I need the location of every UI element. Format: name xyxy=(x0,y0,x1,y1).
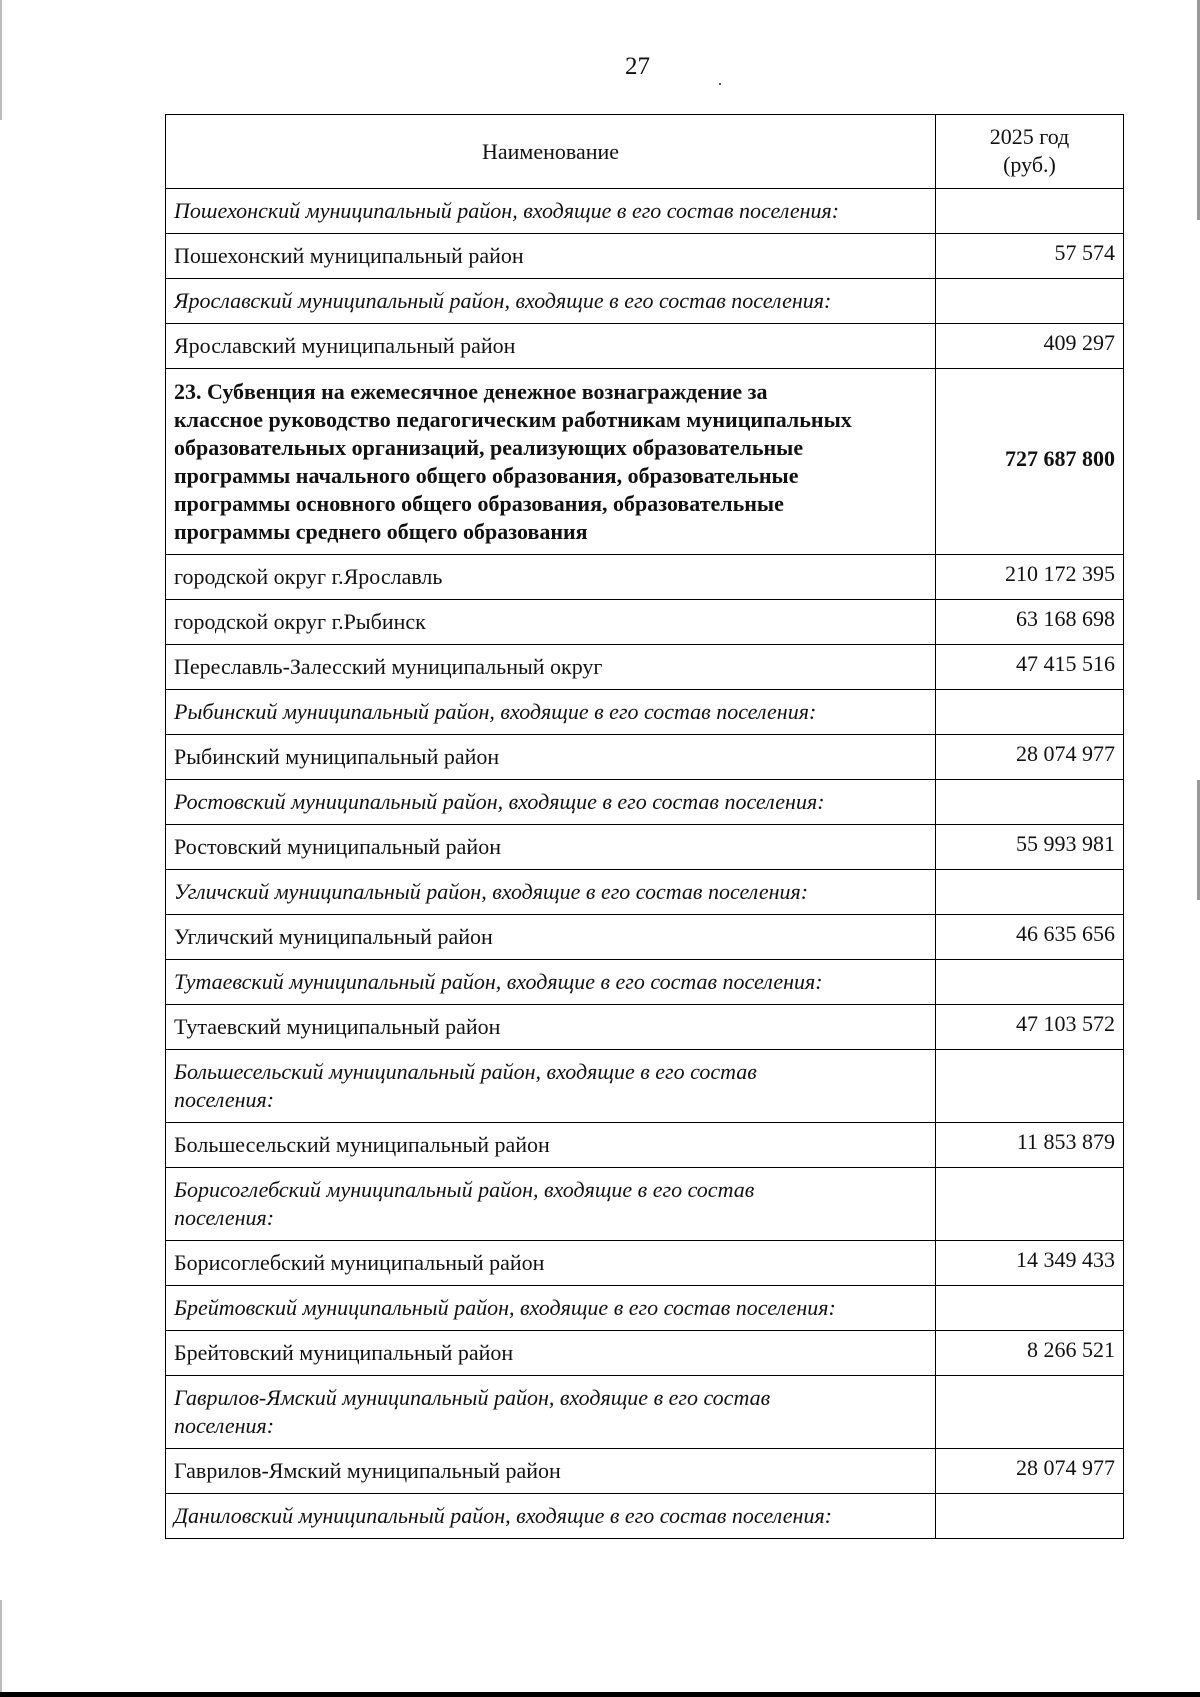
table-header-row xyxy=(166,115,1124,189)
group-heading-row xyxy=(166,1376,1124,1449)
table-row xyxy=(166,1449,1124,1494)
subvention-row xyxy=(166,369,1124,555)
group-heading-cell xyxy=(166,1050,936,1123)
amount-cell xyxy=(936,1494,1124,1539)
territory-name-cell: Борисоглебский муниципальный район xyxy=(166,1241,936,1286)
amount-cell xyxy=(936,279,1124,324)
group-heading-cell: Даниловский муниципальный район, входящие в его состав поселения: xyxy=(166,1494,936,1539)
name-line: поселения: xyxy=(174,1413,275,1438)
amount-cell xyxy=(936,825,1124,870)
table-row xyxy=(166,234,1124,279)
territory-name-cell: городской округ г.Ярославль xyxy=(166,555,936,600)
territory-name-cell: городской округ г.Рыбинск xyxy=(166,600,936,645)
amount-value: 11 853 879 xyxy=(1016,1129,1115,1154)
territory-name-cell: Угличский муниципальный район xyxy=(166,915,936,960)
amount-value: 57 574 xyxy=(1054,240,1115,265)
territory-name-cell: Ростовский муниципальный район xyxy=(166,825,936,870)
group-heading-row xyxy=(166,1494,1124,1539)
group-heading-cell: Угличский муниципальный район, входящие в его состав поселения: xyxy=(166,870,936,915)
scan-speck xyxy=(719,83,721,85)
group-heading-row xyxy=(166,780,1124,825)
amount-value: 14 349 433 xyxy=(1016,1247,1115,1272)
table-row xyxy=(166,555,1124,600)
header-name-cell: Наименование xyxy=(166,115,936,189)
territory-name-cell: Брейтовский муниципальный район xyxy=(166,1331,936,1376)
amount-value: 46 635 656 xyxy=(1016,921,1115,946)
group-heading-row xyxy=(166,1050,1124,1123)
name-line: программы среднего общего образования xyxy=(174,518,588,544)
amount-value: 47 103 572 xyxy=(1016,1011,1115,1036)
header-unit-label: (руб.) xyxy=(1003,151,1056,177)
amount-cell xyxy=(936,1449,1124,1494)
group-heading-cell xyxy=(166,1376,936,1449)
group-heading-row xyxy=(166,960,1124,1005)
territory-name-cell: Большесельский муниципальный район xyxy=(166,1123,936,1168)
amount-cell xyxy=(936,1331,1124,1376)
table-row xyxy=(166,1241,1124,1286)
amount-cell xyxy=(936,1050,1124,1123)
amount-value: 727 687 800 xyxy=(1005,445,1115,471)
amount-cell xyxy=(936,1123,1124,1168)
amount-value: 8 266 521 xyxy=(1027,1337,1115,1362)
territory-name-cell: Переславль-Залесский муниципальный округ xyxy=(166,645,936,690)
group-heading-cell: Брейтовский муниципальный район, входящие в его состав поселения: xyxy=(166,1286,936,1331)
territory-name-cell: Гаврилов-Ямский муниципальный район xyxy=(166,1449,936,1494)
group-heading-row xyxy=(166,870,1124,915)
amount-cell xyxy=(936,324,1124,369)
territory-name-cell: Рыбинский муниципальный район xyxy=(166,735,936,780)
budget-table-body xyxy=(166,115,1124,1539)
name-line: программы основного общего образования, образовательные xyxy=(174,490,784,516)
name-line: Большесельский муниципальный район, входящие в его состав xyxy=(174,1059,757,1084)
name-line: поселения: xyxy=(174,1087,275,1112)
budget-table xyxy=(165,114,1124,1539)
group-heading-cell: Ростовский муниципальный район, входящие в его состав поселения: xyxy=(166,780,936,825)
table-row xyxy=(166,1123,1124,1168)
amount-cell xyxy=(936,1005,1124,1050)
amount-cell xyxy=(936,690,1124,735)
group-heading-cell: Пошехонский муниципальный район, входящие в его состав поселения: xyxy=(166,189,936,234)
table-row xyxy=(166,645,1124,690)
group-heading-row xyxy=(166,279,1124,324)
name-line: 23. Субвенция на ежемесячное денежное вознаграждение за xyxy=(174,378,768,404)
table-row xyxy=(166,825,1124,870)
scan-bottom-border xyxy=(0,1692,1200,1697)
amount-value: 28 074 977 xyxy=(1016,1455,1115,1480)
table-row xyxy=(166,324,1124,369)
amount-value: 55 993 981 xyxy=(1016,831,1115,856)
amount-cell xyxy=(936,1168,1124,1241)
amount-value: 28 074 977 xyxy=(1016,741,1115,766)
amount-cell xyxy=(936,1376,1124,1449)
header-year-cell xyxy=(936,115,1124,189)
table-row xyxy=(166,600,1124,645)
amount-cell xyxy=(936,735,1124,780)
group-heading-cell xyxy=(166,1168,936,1241)
amount-cell xyxy=(936,645,1124,690)
amount-cell xyxy=(936,369,1124,555)
group-heading-row xyxy=(166,1286,1124,1331)
page-number: 27 xyxy=(625,53,650,80)
amount-value: 63 168 698 xyxy=(1016,606,1115,631)
amount-cell xyxy=(936,189,1124,234)
territory-name-cell: Тутаевский муниципальный район xyxy=(166,1005,936,1050)
name-line: классное руководство педагогическим работникам муниципальных xyxy=(174,406,852,432)
table-row xyxy=(166,1331,1124,1376)
table-row xyxy=(166,1005,1124,1050)
amount-cell xyxy=(936,780,1124,825)
group-heading-cell: Тутаевский муниципальный район, входящие в его состав поселения: xyxy=(166,960,936,1005)
amount-value: 210 172 395 xyxy=(1005,561,1115,586)
territory-name-cell: Пошехонский муниципальный район xyxy=(166,234,936,279)
group-heading-cell: Ярославский муниципальный район, входящие в его состав поселения: xyxy=(166,279,936,324)
name-line: Борисоглебский муниципальный район, входящие в его состав xyxy=(174,1177,755,1202)
name-line: образовательных организаций, реализующих образовательные xyxy=(174,434,804,460)
amount-value: 47 415 516 xyxy=(1016,651,1115,676)
scan-left-edge xyxy=(0,0,2,1697)
amount-cell xyxy=(936,1241,1124,1286)
amount-value: 409 297 xyxy=(1043,330,1115,355)
subvention-title-cell xyxy=(166,369,936,555)
amount-cell xyxy=(936,960,1124,1005)
amount-cell xyxy=(936,555,1124,600)
name-line: поселения: xyxy=(174,1205,275,1230)
group-heading-row xyxy=(166,690,1124,735)
group-heading-row xyxy=(166,1168,1124,1241)
amount-cell xyxy=(936,915,1124,960)
name-line: Гаврилов-Ямский муниципальный район, входящие в его состав xyxy=(174,1385,771,1410)
group-heading-row xyxy=(166,189,1124,234)
header-year-label: 2025 год xyxy=(989,123,1070,149)
group-heading-cell: Рыбинский муниципальный район, входящие в его состав поселения: xyxy=(166,690,936,735)
name-line: программы начального общего образования, образовательные xyxy=(174,462,799,488)
amount-cell xyxy=(936,870,1124,915)
territory-name-cell: Ярославский муниципальный район xyxy=(166,324,936,369)
table-row xyxy=(166,735,1124,780)
table-row xyxy=(166,915,1124,960)
amount-cell xyxy=(936,234,1124,279)
amount-cell xyxy=(936,1286,1124,1331)
amount-cell xyxy=(936,600,1124,645)
